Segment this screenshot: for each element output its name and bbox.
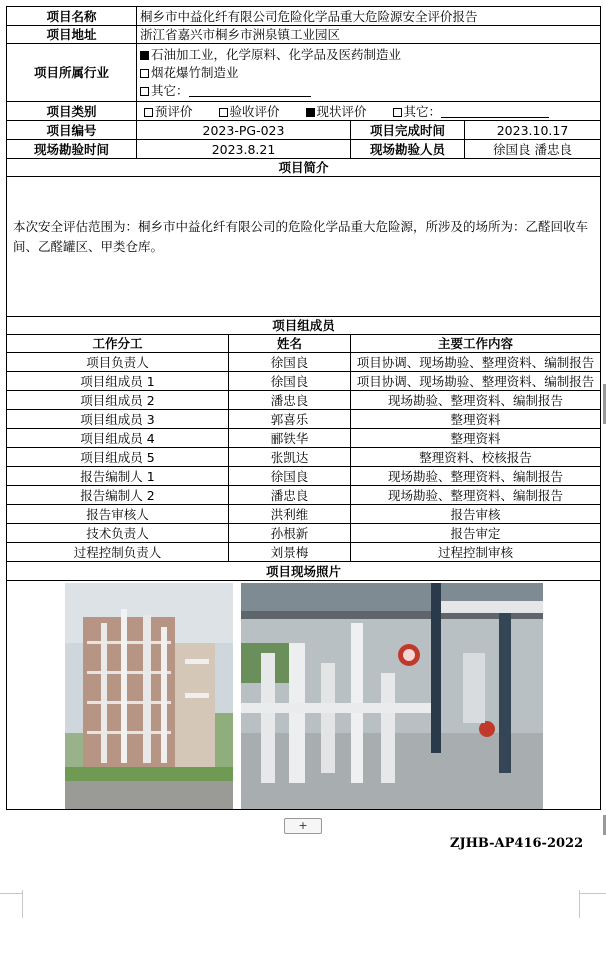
finish-time-label: 项目完成时间 (351, 121, 465, 140)
finish-time-value: 2023.10.17 (465, 121, 601, 140)
member-header-name: 姓名 (229, 335, 351, 353)
survey-time-value: 2023.8.21 (137, 140, 351, 159)
member-name: 郭喜乐 (229, 410, 351, 429)
intro-heading: 项目简介 (7, 159, 601, 177)
member-name: 刘景梅 (229, 543, 351, 562)
crop-mark (0, 893, 22, 894)
member-duty: 现场勘验、整理资料、编制报告 (351, 391, 601, 410)
member-header-duty: 主要工作内容 (351, 335, 601, 353)
industry-option-label: 烟花爆竹制造业 (151, 64, 239, 80)
table-row (7, 524, 601, 543)
project-no-value: 2023-PG-023 (137, 121, 351, 140)
table-row (7, 391, 601, 410)
table-row (7, 429, 601, 448)
info-table (6, 6, 601, 810)
survey-staff-value: 徐国良 潘忠良 (465, 140, 601, 159)
member-duty: 现场勘验、整理资料、编制报告 (351, 467, 601, 486)
equipment-photo (241, 583, 543, 809)
document-code: ZJHB-AP416-2022 (450, 836, 584, 851)
industry-option[interactable] (140, 82, 597, 100)
crop-mark (22, 890, 23, 918)
member-duty: 报告审定 (351, 524, 601, 543)
industry-option[interactable] (140, 46, 597, 64)
industry-options (137, 44, 601, 102)
category-option-label: 预评价 (155, 103, 193, 119)
category-option-label: 其它： (403, 103, 442, 119)
checkbox-icon[interactable] (144, 108, 153, 117)
survey-time-label: 现场勘验时间 (7, 140, 137, 159)
member-name: 徐国良 (229, 353, 351, 372)
table-row (7, 486, 601, 505)
industry-option-label: 石油加工业，化学原料、化学品及医药制造业 (151, 46, 402, 62)
industry-option[interactable] (140, 64, 597, 82)
category-option-label: 验收评价 (229, 103, 280, 119)
member-role: 项目组成员 4 (7, 429, 229, 448)
category-options (137, 102, 601, 121)
member-role: 项目组成员 3 (7, 410, 229, 429)
table-row (7, 372, 601, 391)
member-role: 项目负责人 (7, 353, 229, 372)
intro-text: 本次安全评估范围为：桐乡市中益化纤有限公司的危险化学品重大危险源，所涉及的场所为：乙醛回收车间、乙醛罐区、甲类仓库。 (7, 177, 601, 317)
photos-cell (7, 581, 601, 810)
table-row (7, 505, 601, 524)
member-name: 徐国良 (229, 467, 351, 486)
project-no-label: 项目编号 (7, 121, 137, 140)
crop-mark (580, 893, 606, 894)
member-duty: 过程控制审核 (351, 543, 601, 562)
building-photo (65, 583, 233, 809)
report-info-form (6, 6, 600, 810)
photo-area (7, 581, 600, 809)
table-row (7, 410, 601, 429)
member-role: 报告编制人 1 (7, 467, 229, 486)
member-name: 孙根新 (229, 524, 351, 543)
table-row (7, 467, 601, 486)
project-name-label: 项目名称 (7, 7, 137, 26)
member-name: 徐国良 (229, 372, 351, 391)
member-role: 报告审核人 (7, 505, 229, 524)
other-blank[interactable] (441, 105, 549, 118)
member-duty: 现场勘验、整理资料、编制报告 (351, 486, 601, 505)
member-duty: 报告审核 (351, 505, 601, 524)
industry-label: 项目所属行业 (7, 44, 137, 102)
member-role: 报告编制人 2 (7, 486, 229, 505)
address-label: 项目地址 (7, 26, 137, 44)
member-name: 郦铁华 (229, 429, 351, 448)
industry-option-label: 其它： (151, 82, 189, 98)
table-row (7, 353, 601, 372)
other-blank[interactable] (189, 84, 311, 97)
member-role: 项目组成员 2 (7, 391, 229, 410)
member-name: 潘忠良 (229, 391, 351, 410)
survey-staff-label: 现场勘验人员 (351, 140, 465, 159)
member-duty: 整理资料 (351, 429, 601, 448)
crop-mark (579, 890, 580, 918)
checkbox-icon[interactable] (140, 69, 149, 78)
member-name: 张凯达 (229, 448, 351, 467)
member-name: 洪利维 (229, 505, 351, 524)
member-duty: 项目协调、现场勘验、整理资料、编制报告 (351, 372, 601, 391)
member-duty: 整理资料 (351, 410, 601, 429)
photos-heading: 项目现场照片 (7, 562, 601, 581)
category-option-label: 现状评价 (316, 103, 367, 119)
member-duty: 整理资料、校核报告 (351, 448, 601, 467)
checkbox-icon[interactable] (393, 108, 402, 117)
member-header-role: 工作分工 (7, 335, 229, 353)
checkbox-checked-icon[interactable] (306, 108, 315, 117)
checkbox-icon[interactable] (140, 87, 149, 96)
member-name: 潘忠良 (229, 486, 351, 505)
address-value: 浙江省嘉兴市桐乡市洲泉镇工业园区 (137, 26, 601, 44)
member-role: 技术负责人 (7, 524, 229, 543)
member-role: 项目组成员 1 (7, 372, 229, 391)
table-row (7, 448, 601, 467)
member-duty: 项目协调、现场勘验、整理资料、编制报告 (351, 353, 601, 372)
members-heading: 项目组成员 (7, 317, 601, 335)
member-role: 项目组成员 5 (7, 448, 229, 467)
project-name-value: 桐乡市中益化纤有限公司危险化学品重大危险源安全评价报告 (137, 7, 601, 26)
add-row-button[interactable]: + (284, 818, 322, 834)
category-label: 项目类别 (7, 102, 137, 121)
table-row (7, 543, 601, 562)
member-role: 过程控制负责人 (7, 543, 229, 562)
checkbox-checked-icon[interactable] (140, 51, 149, 60)
checkbox-icon[interactable] (219, 108, 228, 117)
